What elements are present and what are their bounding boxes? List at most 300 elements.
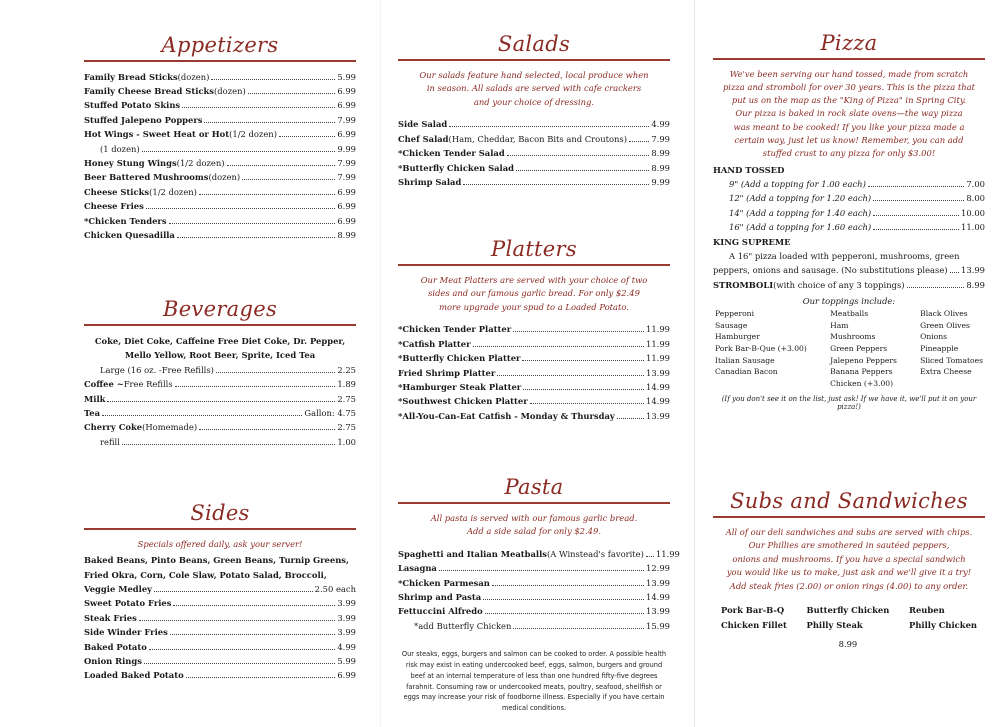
dot-leader — [227, 165, 336, 166]
item-name: *Catfish Platter — [398, 338, 471, 349]
intro-line: sides and our famous garlic bread. For only $2.49 — [428, 288, 640, 299]
menu-item-row — [84, 98, 356, 112]
section-title: Subs and Sandwiches — [730, 489, 968, 513]
item-price: 5.99 — [337, 655, 356, 666]
dot-leader — [169, 223, 336, 224]
subs-intro — [719, 526, 979, 594]
sandwich-name: Pork Bar-B-Q — [721, 605, 785, 616]
item-name: Spaghetti and Italian Meatballs — [398, 548, 547, 559]
menu-item-row — [84, 156, 356, 170]
item-name: STROMBOLI — [713, 279, 774, 290]
item-price: 7.99 — [651, 133, 670, 144]
topping-item: Canadian Bacon — [715, 367, 778, 377]
item-price: 7.99 — [337, 157, 356, 168]
item-name: refill — [100, 436, 120, 447]
section-title: Platters — [491, 237, 577, 261]
item-name: Fettuccini Alfredo — [398, 606, 483, 617]
pizza-size-row — [713, 206, 985, 220]
item-name: Honey Stung Wings — [84, 157, 177, 168]
item-note: (dozen) — [208, 172, 241, 183]
item-name: *add Butterfly Chicken — [414, 620, 512, 631]
menu-item-row — [398, 117, 670, 131]
beverages-section — [84, 296, 356, 449]
menu-item-row — [398, 366, 670, 380]
dot-leader — [107, 401, 335, 402]
toppings-title: Our toppings include: — [802, 296, 896, 307]
dot-leader — [204, 122, 335, 123]
dot-leader — [522, 360, 644, 361]
item-price: 1.00 — [337, 436, 356, 447]
item-price: 3.99 — [337, 598, 356, 609]
dot-leader — [242, 179, 335, 180]
dot-leader — [497, 375, 644, 376]
king-supreme-desc: A 16" pizza loaded with pepperoni, mushrooms, green — [729, 251, 960, 262]
subs-column — [807, 603, 890, 651]
divider — [398, 502, 670, 504]
dot-leader — [646, 556, 654, 557]
item-price: 11.99 — [646, 324, 670, 335]
item-price: 2.25 — [337, 364, 356, 375]
item-price: 14.99 — [646, 381, 670, 392]
menu-item-row — [84, 435, 356, 449]
item-price: 13.99 — [646, 367, 670, 378]
item-name: Chicken Quesadilla — [84, 229, 175, 240]
sides-list-line: Fried Okra, Corn, Cole Slaw, Potato Salad, Broccoli, — [84, 569, 327, 580]
item-name: Chef Salad — [398, 133, 449, 144]
sandwich-name: Chicken Fillet — [721, 620, 787, 631]
pasta-section — [398, 474, 680, 714]
intro-line: Our pizza is baked in rock slate ovens—the way pizza — [735, 108, 963, 119]
dot-leader — [182, 107, 335, 108]
item-name: *Butterfly Chicken Salad — [398, 162, 515, 173]
platters-section — [398, 236, 670, 423]
dot-leader — [122, 444, 335, 445]
item-name: Baked Potato — [84, 641, 147, 652]
dot-leader — [449, 126, 649, 127]
menu-item-row — [398, 161, 670, 175]
menu-item-row — [398, 547, 680, 561]
pasta-intro — [404, 512, 664, 539]
pizza-intro — [719, 68, 979, 161]
menu-item-row — [398, 590, 670, 604]
item-name: Onion Rings — [84, 655, 142, 666]
menu-item-row — [398, 175, 670, 189]
item-price: 6.99 — [337, 100, 356, 111]
dot-leader — [516, 170, 649, 171]
item-price: 5.99 — [337, 71, 356, 82]
dot-leader — [473, 346, 644, 347]
section-title: Pasta — [504, 475, 564, 499]
item-price: 8.99 — [651, 162, 670, 173]
topping-item: Green Olives — [920, 320, 970, 330]
topping-item: Mushrooms — [830, 332, 876, 342]
item-name: *Chicken Tenders — [84, 215, 167, 226]
menu-item-row — [84, 625, 356, 639]
pizza-sizes-list — [713, 177, 985, 235]
item-price: 7.00 — [966, 178, 985, 189]
dot-leader — [146, 208, 336, 209]
item-name: *Butterfly Chicken Platter — [398, 353, 521, 364]
dot-leader — [530, 403, 644, 404]
item-note: (dozen) — [214, 85, 246, 96]
stromboli-row — [713, 278, 985, 292]
item-name: 12" (Add a topping for 1.20 each) — [729, 193, 872, 204]
item-name: Family Bread Sticks — [84, 71, 178, 82]
intro-line: Add steak fries (2.00) or onion rings (4.00) to any order. — [729, 580, 969, 591]
item-name: 9" (Add a topping for 1.00 each) — [729, 178, 866, 189]
item-price: 7.99 — [337, 114, 356, 125]
dot-leader — [154, 591, 313, 592]
intro-line: We've been serving our hand tossed, made from scratch — [729, 68, 969, 79]
intro-line: put us on the map as the "King of Pizza" in Spring City. — [731, 95, 967, 106]
divider — [713, 58, 985, 60]
sandwich-name: Philly Chicken — [909, 620, 977, 631]
menu-item-row — [398, 576, 670, 590]
menu-item-row — [84, 392, 356, 406]
item-name: Veggie Medley — [84, 583, 153, 594]
menu-item-row — [398, 322, 670, 336]
fold-line — [694, 0, 695, 727]
intro-line: stuffed crust to any pizza for only $3.00! — [762, 148, 936, 159]
item-name: Beer Battered Mushrooms — [84, 172, 209, 183]
topping-item: Black Olives — [920, 309, 968, 319]
dot-leader — [248, 93, 336, 94]
intro-line: Our salads feature hand selected, local produce when — [419, 69, 649, 80]
item-price: 8.99 — [651, 148, 670, 159]
toppings-column — [715, 308, 807, 389]
hand-tossed-title: HAND TOSSED — [713, 164, 785, 175]
dot-leader — [139, 620, 336, 621]
menu-item-row — [84, 377, 356, 391]
dot-leader — [463, 184, 649, 185]
dot-leader — [513, 628, 644, 629]
pizza-size-row — [713, 191, 985, 205]
item-price: 3.99 — [337, 612, 356, 623]
dot-leader — [186, 677, 336, 678]
menu-item-row — [84, 199, 356, 213]
item-note: (dozen) — [177, 71, 210, 82]
divider — [398, 264, 670, 266]
topping-item: Pepperoni — [715, 309, 754, 319]
item-note: (with choice of any 3 toppings) — [773, 279, 905, 290]
toppings-grid — [713, 308, 985, 389]
item-name: Hot Wings - Sweet Heat or Hot — [84, 129, 230, 140]
item-name: *Chicken Parmesan — [398, 577, 490, 588]
menu-item-row — [84, 420, 356, 434]
menu-item-row — [398, 394, 670, 408]
item-price: 8.99 — [337, 229, 356, 240]
menu-item-row — [398, 604, 670, 618]
menu-item-row — [398, 561, 670, 575]
dot-leader — [216, 372, 335, 373]
dot-leader — [144, 663, 335, 664]
item-price: 11.99 — [646, 353, 670, 364]
appetizers-list — [84, 70, 356, 243]
subs-grid — [713, 603, 985, 651]
item-name: 16" (Add a topping for 1.60 each) — [729, 222, 872, 233]
intro-line: certain way, just let us know! Remember, you can add — [734, 134, 964, 145]
intro-line: Our Phillies are smothered in sautéed peppers, — [748, 540, 950, 551]
intro-line: and your choice of dressing. — [473, 96, 595, 107]
item-price: 6.99 — [337, 670, 356, 681]
item-note: Free Refills — [123, 379, 173, 390]
menu-item-row — [84, 113, 356, 127]
menu-item-row — [84, 70, 356, 84]
item-name: Milk — [84, 393, 106, 404]
dot-leader — [485, 613, 644, 614]
menu-item-row — [84, 363, 356, 377]
menu-item-row — [84, 406, 356, 420]
intro-line: onions and mushrooms. If you have a special sandwich — [732, 553, 966, 564]
topping-item: Italian Sausage — [715, 355, 775, 365]
item-price: 4.99 — [337, 641, 356, 652]
divider — [713, 516, 985, 518]
divider — [398, 59, 670, 61]
dot-leader — [629, 141, 649, 142]
dot-leader — [950, 272, 959, 273]
menu-item-row — [84, 668, 356, 682]
item-price: 14.99 — [646, 396, 670, 407]
menu-item-row — [84, 611, 356, 625]
dot-leader — [199, 194, 335, 195]
subs-column — [909, 603, 977, 651]
menu-item-row — [84, 582, 356, 596]
topping-item: Meatballs — [830, 309, 869, 319]
section-title: Pizza — [820, 31, 878, 55]
intro-line: All of our deli sandwiches and subs are served with chips. — [725, 526, 973, 537]
item-note: (Homemade) — [142, 422, 198, 433]
item-name: Cheese Sticks — [84, 186, 150, 197]
topping-item: Green Peppers — [830, 344, 888, 354]
intro-line: you would like us to make, just ask and we'll give it a try! — [726, 567, 972, 578]
menu-item-row — [398, 337, 670, 351]
item-name: *Southwest Chicken Platter — [398, 396, 528, 407]
sides-intro: Specials offered daily, ask your server! — [137, 538, 303, 549]
item-name: Loaded Baked Potato — [84, 670, 184, 681]
menu-item-row — [84, 142, 356, 156]
salads-section — [398, 31, 670, 189]
dot-leader — [439, 570, 644, 571]
fold-line — [380, 0, 381, 727]
item-price: 13.99 — [646, 577, 670, 588]
sandwich-name: Butterfly Chicken — [806, 605, 890, 616]
section-title: Beverages — [162, 297, 278, 321]
item-note: (1/2 dozen) — [229, 129, 277, 140]
dot-leader — [907, 287, 965, 288]
dot-leader — [873, 229, 959, 230]
item-name: Sweet Potato Fries — [84, 598, 172, 609]
pizza-section — [713, 30, 985, 411]
dot-leader — [102, 415, 302, 416]
item-name: Shrimp and Pasta — [398, 591, 482, 602]
menu-item-row — [84, 214, 356, 228]
item-name: *Chicken Tender Salad — [398, 148, 505, 159]
subs-column — [721, 603, 787, 651]
dot-leader — [617, 418, 644, 419]
menu-item-row — [398, 132, 670, 146]
menu-item-row — [398, 380, 670, 394]
dot-leader — [523, 389, 644, 390]
item-name: Cheese Fries — [84, 201, 144, 212]
soda-list-line: Coke, Diet Coke, Caffeine Free Diet Coke, Dr. Pepper, — [94, 335, 346, 346]
dot-leader — [492, 585, 644, 586]
section-title: Sides — [190, 501, 250, 525]
menu-item-row — [84, 185, 356, 199]
item-name: 14" (Add a topping for 1.40 each) — [729, 207, 872, 218]
item-price: 6.99 — [337, 201, 356, 212]
menu-item-row — [84, 84, 356, 98]
divider — [84, 60, 356, 62]
dot-leader — [483, 599, 644, 600]
king-supreme-desc: peppers, onions and sausage. (No substitutions please) — [713, 265, 948, 276]
topping-item: Pineapple — [920, 344, 959, 354]
section-title: Appetizers — [161, 33, 279, 57]
item-name: *Hamburger Steak Platter — [398, 381, 522, 392]
pasta-list — [398, 547, 680, 633]
divider — [84, 324, 356, 326]
dot-leader — [873, 215, 959, 216]
item-price: 8.99 — [966, 279, 985, 290]
item-price: 13.99 — [961, 265, 985, 276]
topping-item: Sliced Tomatoes — [920, 355, 983, 365]
item-price: 6.99 — [337, 215, 356, 226]
sides-list-line: Baked Beans, Pinto Beans, Green Beans, Turnip Greens, — [84, 555, 349, 566]
topping-item: Sausage — [715, 320, 748, 330]
sides-section — [84, 500, 356, 683]
item-price: 10.00 — [961, 207, 985, 218]
topping-item: Banana Peppers — [830, 367, 893, 377]
menu-item-row — [84, 228, 356, 242]
dot-leader — [507, 155, 650, 156]
pizza-size-row — [713, 177, 985, 191]
toppings-column — [830, 308, 897, 389]
dot-leader — [868, 186, 965, 187]
dot-leader — [873, 200, 964, 201]
platters-list — [398, 322, 670, 423]
menu-item-row — [84, 596, 356, 610]
divider — [84, 528, 356, 530]
item-price: 9.99 — [337, 143, 356, 154]
dot-leader — [211, 79, 335, 80]
intro-line: pizza and stromboli for over 30 years. This is the pizza that — [722, 81, 976, 92]
item-name: Stuffed Jalepeno Poppers — [84, 114, 203, 125]
item-name: Stuffed Potato Skins — [84, 100, 181, 111]
subs-section — [713, 488, 985, 651]
dot-leader — [170, 634, 336, 635]
intro-line: was meant to be cooked! If you like your pizza made a — [733, 121, 965, 132]
appetizers-section — [84, 32, 356, 242]
intro-line: All pasta is served with our famous garlic bread. — [430, 512, 638, 523]
menu-item-row — [398, 351, 670, 365]
item-name: Side Salad — [398, 119, 448, 130]
topping-item: Pork Bar-B-Que (+3.00) — [715, 344, 807, 354]
platters-intro — [404, 274, 664, 315]
item-price: 12.99 — [646, 563, 670, 574]
menu-item-row — [398, 409, 670, 423]
toppings-note: (If you don't see it on the list, just ask! If we have it, we'll put it on your pizza!) — [721, 395, 977, 412]
item-price: 11.00 — [961, 222, 985, 233]
item-name: Fried Shrimp Platter — [398, 367, 496, 378]
topping-item: Hamburger — [715, 332, 760, 342]
dot-leader — [513, 331, 644, 332]
menu-item-row — [84, 640, 356, 654]
item-name: (1 dozen) — [100, 143, 140, 154]
menu-item-row — [398, 619, 670, 633]
item-price: 6.99 — [337, 186, 356, 197]
dot-leader — [177, 237, 335, 238]
intro-line: Our Meat Platters are served with your choice of two — [420, 274, 648, 285]
item-name: Coffee ~ — [84, 379, 124, 390]
item-price: 11.99 — [646, 338, 670, 349]
item-note: (1/2 dozen) — [176, 157, 225, 168]
section-title: Salads — [497, 32, 571, 56]
pizza-size-row — [713, 220, 985, 234]
item-price: 8.00 — [966, 193, 985, 204]
item-price: 7.99 — [337, 172, 356, 183]
sandwich-price: 8.99 — [838, 638, 858, 649]
item-price: 9.99 — [651, 176, 670, 187]
sides-list — [84, 582, 356, 683]
salads-intro — [404, 69, 664, 110]
item-note: Free Refills) — [161, 364, 214, 375]
item-price: 2.75 — [337, 422, 356, 433]
dot-leader — [175, 386, 336, 387]
intro-line: in season. All salads are served with cafe crackers — [426, 83, 642, 94]
item-name: Side Winder Fries — [84, 627, 168, 638]
item-name: Shrimp Salad — [398, 176, 462, 187]
item-name: Family Cheese Bread Sticks — [84, 85, 215, 96]
dot-leader — [279, 136, 335, 137]
dot-leader — [142, 151, 336, 152]
item-price: 13.99 — [646, 410, 670, 421]
dot-leader — [149, 649, 336, 650]
intro-line: more upgrade your spud to a Loaded Potato. — [439, 301, 629, 312]
item-price: 6.99 — [337, 129, 356, 140]
item-name: *Chicken Tender Platter — [398, 324, 512, 335]
sandwich-name: Philly Steak — [806, 620, 863, 631]
dot-leader — [173, 605, 335, 606]
item-price: 11.99 — [655, 548, 680, 559]
item-price: 13.99 — [646, 606, 670, 617]
item-name: Lasagna — [398, 563, 437, 574]
item-price: 15.99 — [646, 620, 670, 631]
sandwich-name: Reuben — [909, 605, 945, 616]
soda-list-line: Mello Yellow, Root Beer, Sprite, Iced Tea — [124, 350, 316, 361]
item-name: Steak Fries — [84, 612, 137, 623]
menu-item-row — [398, 146, 670, 160]
item-name: Cherry Coke — [84, 422, 143, 433]
dot-leader — [199, 429, 335, 430]
menu-item-row — [84, 127, 356, 141]
topping-item: Ham — [830, 320, 849, 330]
item-price: 2.75 — [337, 393, 356, 404]
item-name: Tea — [84, 407, 101, 418]
item-price: 1.89 — [337, 379, 356, 390]
king-supreme-title: KING SUPREME — [713, 236, 791, 247]
item-price: 3.99 — [337, 627, 356, 638]
item-name: Large (16 oz. - — [100, 364, 162, 375]
item-name: *All-You-Can-Eat Catfish - Monday & Thursday — [398, 410, 615, 421]
beverages-list — [84, 363, 356, 449]
health-disclaimer: Our steaks, eggs, burgers and salmon can be cooked to order. A possible health risk may exist in eating undercooked beef, eggs, salmon, burgers and ground beef at an internal temperature of less than one hundred fifty-five degrees farahnit. Consuming raw or undercooked meats, poultry, seafood, shellfish or eggs may increase your risk of foodborne illness. Especially if you have certain medical conditions. — [401, 650, 667, 713]
topping-item: Jalepeno Peppers — [830, 355, 897, 365]
menu-item-row — [84, 654, 356, 668]
item-price: 2.50 each — [314, 583, 356, 594]
topping-item: Onions — [920, 332, 948, 342]
item-note: (1/2 dozen) — [149, 186, 197, 197]
toppings-column — [920, 308, 983, 389]
item-price: 6.99 — [337, 85, 356, 96]
